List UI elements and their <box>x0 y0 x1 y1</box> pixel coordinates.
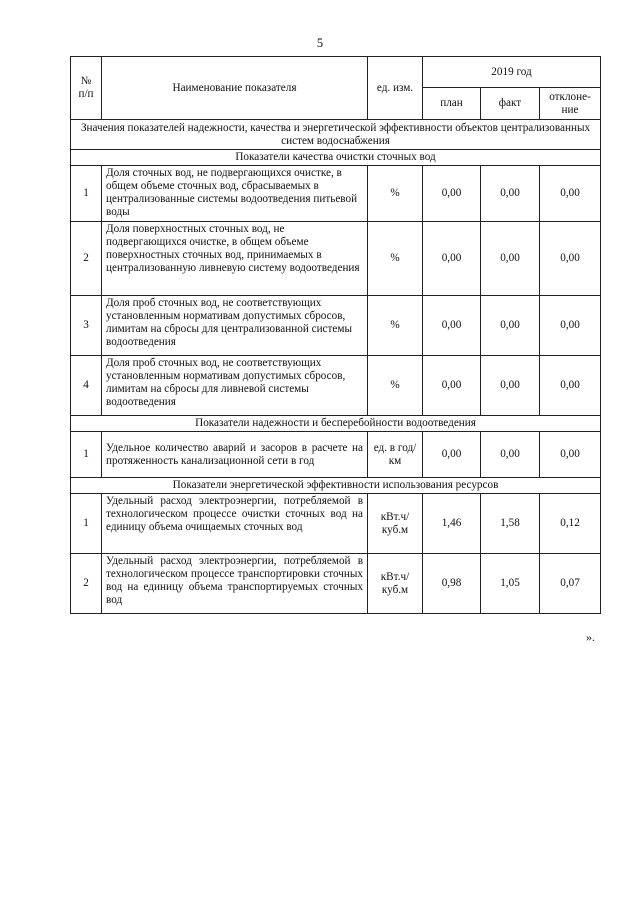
row-fact: 1,05 <box>481 554 540 614</box>
row-plan: 0,00 <box>423 432 481 478</box>
table-row <box>71 296 601 356</box>
header-name: Наименование показателя <box>102 57 368 120</box>
page-number: 5 <box>316 36 324 50</box>
header-deviation: отклоне-ние <box>540 88 601 120</box>
row-deviation: 0,00 <box>540 356 601 416</box>
row-fact: 0,00 <box>481 222 540 296</box>
row-fact: 0,00 <box>481 166 540 222</box>
table-row <box>71 554 601 614</box>
row-plan: 0,00 <box>423 296 481 356</box>
table-row <box>71 166 601 222</box>
row-deviation: 0,00 <box>540 166 601 222</box>
row-unit: кВт.ч/ куб.м <box>368 494 423 554</box>
row-name: Удельное количество аварий и засоров в расчете на протяженность канализационной сети в год <box>102 432 368 478</box>
row-name: Удельный расход электроэнергии, потребляемой в технологическом процессе транспортировки сточных вод на единицу объема транспортируемых сточных вод <box>102 554 368 614</box>
row-unit: % <box>368 222 423 296</box>
row-fact: 1,58 <box>481 494 540 554</box>
row-name: Удельный расход электроэнергии, потребляемой в технологическом процессе очистки сточных вод на единицу объема очищаемых сточных вод <box>102 494 368 554</box>
header-plan: план <box>423 88 481 120</box>
row-num: 1 <box>71 166 102 222</box>
row-name: Доля проб сточных вод, не соответствующих установленным нормативам допустимых сбросов, лимитам на сбросы для централизованной системы водоотведения <box>102 296 368 356</box>
row-num: 4 <box>71 356 102 416</box>
row-unit: % <box>368 296 423 356</box>
header-year: 2019 год <box>423 57 601 88</box>
row-name: Доля проб сточных вод, не соответствующих установленным нормативам допустимых сбросов, лимитам на сбросы для ливневой системы водоотведения <box>102 356 368 416</box>
row-deviation: 0,00 <box>540 432 601 478</box>
row-plan: 1,46 <box>423 494 481 554</box>
row-num: 1 <box>71 432 102 478</box>
section-title: Показатели энергетической эффективности использования ресурсов <box>71 478 601 494</box>
row-num: 1 <box>71 494 102 554</box>
row-deviation: 0,12 <box>540 494 601 554</box>
row-unit: % <box>368 166 423 222</box>
row-deviation: 0,07 <box>540 554 601 614</box>
table-row <box>71 222 601 296</box>
row-deviation: 0,00 <box>540 222 601 296</box>
row-plan: 0,00 <box>423 356 481 416</box>
row-name: Доля поверхностных сточных вод, не подвергающихся очистке, в общем объеме поверхностных сточных вод, принимаемых в централизованную ливневую систему водоотведения <box>102 222 368 296</box>
table-title-row: Значения показателей надежности, качества и энергетической эффективности объектов централизованных систем водоснабжения <box>71 120 601 150</box>
table-row <box>71 356 601 416</box>
row-unit: % <box>368 356 423 416</box>
header-unit: ед. изм. <box>368 57 423 120</box>
row-fact: 0,00 <box>481 296 540 356</box>
section-title: Показатели качества очистки сточных вод <box>71 150 601 166</box>
row-fact: 0,00 <box>481 356 540 416</box>
section-title: Показатели надежности и бесперебойности водоотведения <box>71 416 601 432</box>
row-fact: 0,00 <box>481 432 540 478</box>
row-plan: 0,00 <box>423 166 481 222</box>
row-name: Доля сточных вод, не подвергающихся очистке, в общем объеме сточных вод, сбрасываемых в централизованные системы водоотведения питьевой воды <box>102 166 368 222</box>
row-unit: кВт.ч/ куб.м <box>368 554 423 614</box>
row-plan: 0,98 <box>423 554 481 614</box>
row-num: 2 <box>71 222 102 296</box>
header-fact: факт <box>481 88 540 120</box>
row-unit: ед. в год/ км <box>368 432 423 478</box>
row-deviation: 0,00 <box>540 296 601 356</box>
row-num: 2 <box>71 554 102 614</box>
row-plan: 0,00 <box>423 222 481 296</box>
table-row <box>71 494 601 554</box>
closing-quote-mark: ». <box>586 630 595 644</box>
table-row <box>71 432 601 478</box>
row-num: 3 <box>71 296 102 356</box>
header-num: № п/п <box>71 57 102 120</box>
indicators-table <box>70 56 601 614</box>
